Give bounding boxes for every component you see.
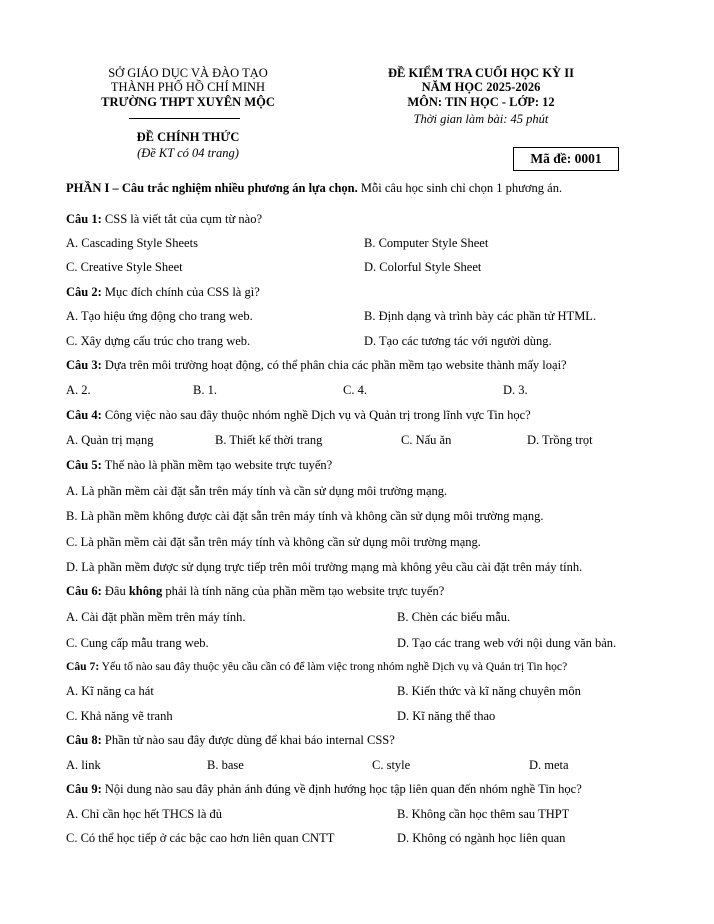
question-text: Đâu bbox=[101, 584, 129, 598]
option-b[interactable]: B. Thiết kế thời trang bbox=[215, 433, 323, 447]
option-c[interactable]: C. Cung cấp mẫu trang web. bbox=[66, 636, 209, 650]
school-name: TRƯỜNG THPT XUYÊN MỘC bbox=[101, 95, 275, 109]
exam-code-box: Mã đề: 0001 bbox=[513, 147, 619, 171]
option-a[interactable]: A. Là phần mềm cài đặt sẵn trên máy tính và cần sử dụng môi trường mạng. bbox=[66, 484, 448, 498]
question-label: Câu 9: bbox=[66, 782, 102, 796]
question-text: phải là tính năng của phần mềm tạo website trực tuyến? bbox=[162, 584, 445, 598]
question-text: Thế nào là phần mềm tạo website trực tuyến? bbox=[101, 458, 333, 472]
official-label: ĐỀ CHÍNH THỨC bbox=[136, 130, 240, 144]
option-c[interactable]: C. Xây dựng cấu trúc cho trang web. bbox=[66, 334, 251, 348]
option-b[interactable]: B. base bbox=[207, 758, 244, 772]
question-label: Câu 8: bbox=[66, 733, 102, 747]
pages-note: (Đề KT có 04 trang) bbox=[137, 146, 239, 160]
exam-title: ĐỀ KIỂM TRA CUỐI HỌC KỲ II bbox=[388, 66, 574, 80]
question-text: Mục đích chính của CSS là gì? bbox=[101, 285, 260, 299]
option-a[interactable]: A. Chỉ cần học hết THCS là đủ bbox=[66, 807, 222, 821]
department-name: SỞ GIÁO DỤC VÀ ĐÀO TẠO bbox=[108, 66, 268, 80]
option-b[interactable]: B. Là phần mềm không được cài đặt sẵn trên máy tính và không cần sử dụng môi trường mạng. bbox=[66, 509, 544, 523]
question-text: Yếu tố nào sau đây thuộc yêu cầu cần có để làm việc trong nhóm nghề Dịch vụ và Quản trị Tin học? bbox=[99, 660, 568, 673]
option-b[interactable]: B. Computer Style Sheet bbox=[364, 236, 489, 250]
option-d[interactable]: D. Không có ngành học liên quan bbox=[397, 831, 566, 845]
option-d[interactable]: D. Colorful Style Sheet bbox=[364, 260, 482, 274]
option-d[interactable]: D. Kĩ năng thể thao bbox=[397, 709, 496, 723]
option-c[interactable]: C. Có thể học tiếp ở các bậc cao hơn liên quan CNTT bbox=[66, 831, 335, 845]
question-3 bbox=[66, 358, 567, 373]
option-b[interactable]: B. 1. bbox=[193, 383, 217, 397]
question-label: Câu 7: bbox=[66, 660, 100, 673]
option-b[interactable]: B. Không cần học thêm sau THPT bbox=[397, 807, 570, 821]
question-text: CSS là viết tắt của cụm từ nào? bbox=[101, 212, 262, 226]
option-c[interactable]: C. Nấu ăn bbox=[401, 433, 452, 447]
question-7 bbox=[66, 660, 567, 673]
question-label: Câu 2: bbox=[66, 285, 102, 299]
question-text: Phần tử nào sau đây được dùng để khai báo internal CSS? bbox=[101, 733, 395, 747]
question-2 bbox=[66, 285, 260, 300]
question-6 bbox=[66, 584, 444, 599]
question-text: Dựa trên môi trường hoạt động, có thể phân chia các phần mềm tạo website thành mấy loại? bbox=[101, 358, 567, 372]
option-a[interactable]: A. link bbox=[66, 758, 101, 772]
question-emphasis: không bbox=[128, 584, 163, 598]
question-5 bbox=[66, 458, 332, 473]
question-text: Công việc nào sau đây thuộc nhóm nghề Dịch vụ và Quản trị trong lĩnh vực Tin học? bbox=[101, 408, 531, 422]
option-b[interactable]: B. Định dạng và trình bày các phần tử HTML. bbox=[364, 309, 597, 323]
option-c[interactable]: C. 4. bbox=[343, 383, 367, 397]
question-1 bbox=[66, 212, 262, 227]
section-instruction: Mỗi câu học sinh chỉ chọn 1 phương án. bbox=[357, 181, 563, 195]
section-heading bbox=[66, 181, 562, 196]
header-divider bbox=[129, 118, 240, 119]
time-allowed: Thời gian làm bài: 45 phút bbox=[413, 112, 549, 126]
option-d[interactable]: D. Trồng trọt bbox=[527, 433, 593, 447]
city-name: THÀNH PHỐ HỒ CHÍ MINH bbox=[110, 80, 266, 94]
question-4 bbox=[66, 408, 531, 423]
option-c[interactable]: C. Là phần mềm cài đặt sẵn trên máy tính và không cần sử dụng môi trường mạng. bbox=[66, 535, 481, 549]
option-c[interactable]: C. Creative Style Sheet bbox=[66, 260, 183, 274]
option-d[interactable]: D. 3. bbox=[503, 383, 528, 397]
option-b[interactable]: B. Kiến thức và kĩ năng chuyên môn bbox=[397, 684, 581, 698]
option-a[interactable]: A. Quản trị mạng bbox=[66, 433, 154, 447]
option-a[interactable]: A. Cài đặt phần mềm trên máy tính. bbox=[66, 610, 246, 624]
option-a[interactable]: A. Kĩ năng ca hát bbox=[66, 684, 154, 698]
option-a[interactable]: A. 2. bbox=[66, 383, 91, 397]
question-label: Câu 3: bbox=[66, 358, 102, 372]
subject-grade: MÔN: TIN HỌC - LỚP: 12 bbox=[407, 95, 555, 109]
question-label: Câu 1: bbox=[66, 212, 102, 226]
section-title: PHẦN I – Câu trắc nghiệm nhiều phương án lựa chọn. bbox=[66, 181, 358, 195]
question-9 bbox=[66, 782, 582, 797]
question-text: Nội dung nào sau đây phản ánh đúng về định hướng học tập liên quan đến nhóm nghề Tin học? bbox=[101, 782, 582, 796]
option-d[interactable]: D. Tạo các trang web với nội dung văn bản. bbox=[397, 636, 617, 650]
option-d[interactable]: D. Là phần mềm được sử dụng trực tiếp trên môi trường mạng mà không yêu cầu cài đặt trên máy tính. bbox=[66, 560, 583, 574]
option-a[interactable]: A. Tạo hiệu ứng động cho trang web. bbox=[66, 309, 253, 323]
option-b[interactable]: B. Chèn các biểu mẫu. bbox=[397, 610, 511, 624]
option-c[interactable]: C. Khả năng vẽ tranh bbox=[66, 709, 173, 723]
question-8 bbox=[66, 733, 395, 748]
option-c[interactable]: C. style bbox=[372, 758, 411, 772]
option-a[interactable]: A. Cascading Style Sheets bbox=[66, 236, 198, 250]
option-d[interactable]: D. Tạo các tương tác với người dùng. bbox=[364, 334, 552, 348]
question-label: Câu 5: bbox=[66, 458, 102, 472]
school-year: NĂM HỌC 2025-2026 bbox=[421, 80, 541, 94]
option-d[interactable]: D. meta bbox=[529, 758, 569, 772]
question-label: Câu 4: bbox=[66, 408, 102, 422]
question-label: Câu 6: bbox=[66, 584, 102, 598]
